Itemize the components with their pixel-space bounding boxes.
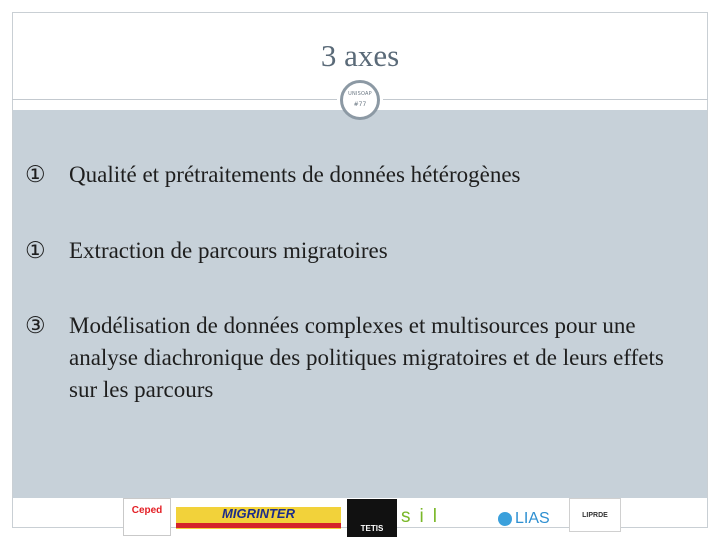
badge-label: UNISOAP (348, 91, 372, 97)
list-item (25, 160, 695, 190)
lias-logo-text: LIAS (515, 510, 550, 527)
item-text: Modélisation de données complexes et multisources pour une analyse diachronique des politiques migratoires et de leurs effets sur les parcours (69, 313, 664, 402)
slide-number-badge (340, 80, 380, 120)
list-item (25, 236, 695, 266)
ceped-logo: Ceped (123, 498, 171, 536)
partner-logos-bar (13, 498, 707, 533)
item-text: Qualité et prétraitements de données hétérogènes (69, 162, 521, 187)
tetis-logo: TETIS (347, 499, 397, 537)
list-item (25, 310, 695, 406)
lias-dot-icon (498, 512, 512, 526)
slide-title: 3 axes (320, 38, 400, 73)
migrinter-logo-text: MIGRINTER (222, 506, 295, 521)
title-divider-left (12, 99, 337, 100)
item-number: ① (25, 238, 46, 263)
item-number: ① (25, 162, 46, 187)
title-divider-right (383, 99, 708, 100)
liprde-logo: LIPRDE (569, 498, 621, 532)
axes-list (25, 160, 695, 406)
migrinter-logo (176, 507, 341, 529)
lias-logo (498, 504, 566, 532)
sil-logo: sil (401, 506, 446, 527)
item-text: Extraction de parcours migratoires (69, 238, 388, 263)
item-number: ③ (25, 313, 46, 338)
badge-number: #77 (353, 101, 367, 108)
migrinter-logo-stripe (176, 523, 341, 528)
